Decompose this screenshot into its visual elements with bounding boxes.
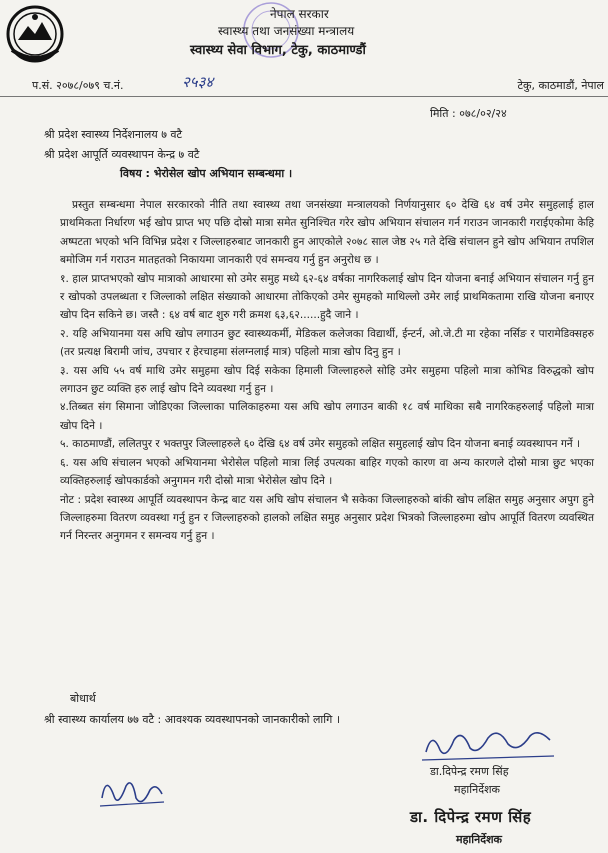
header-divider [0, 96, 608, 97]
body-point-3: ३. यस अघि ५५ वर्ष माथि उमेर समुहमा खोप दिई सकेका हिमाली जिल्लाहरुले सोहि उमेर समुहमा पहिलो मात्रा कोभिड विरुद्धको खोप लगाउन छुट व्यक्ति हरु लाई खोप दिने व्यवस्था गर्नु हुन । [60, 364, 594, 396]
body-intro: प्रस्तुत सम्बन्धमा नेपाल सरकारको नीति तथा स्वास्थ्य तथा जनसंख्या मन्त्रालयको निर्णयानुसार ६० देखि ६४ वर्ष उमेर समुहलाई हाल प्राथमिकता निर्धारण भई खोप प्राप्त भए पछि दोस्रो मात्रा समेत सुनिश्चित गरेर खोप अभियान संचालन गर्न गराउन जानकारी गराईएकोमा केहि अष्पटता भएको भनि विभिन्न प्रदेश र जिल्लाहरुबाट जानकारी हुन आएकोले २०७८ साल जेष्ठ २५ गते देखि संचालन हुने खोप अभियान तपशिल बमोजिम गर्न गराउन मातहतको निकायमा जानकारी एवं समन्वय गर्नु हुन अनुरोध छ । [60, 199, 594, 267]
signature-left [96, 768, 168, 816]
body-point-2: २. यहि अभियानमा यस अघि खोप लगाउन छुट स्वास्थ्यकर्मी, मेडिकल कलेजका विद्यार्थी, ईन्टर्न, ओ.जे.टी मा रहेका नर्सिङ र पारामेडिक्सहरु (तर प्रत्यक्ष बिरामी जांच, उपचार र हेरचाहमा संलग्नलाई मात्र) पहिलो मात्रा खोप दिनु हुन । [60, 327, 594, 359]
recipient-2: श्री प्रदेश आपूर्ति व्यवस्थापन केन्द्र ७ वटै [44, 148, 200, 161]
signature-right [418, 720, 558, 764]
signatory-name: डा.दिपेन्द्र रमण सिंह [430, 765, 509, 778]
body-point-6: ६. यस अघि संचालन भएको अभियानमा भेरोसेल पहिलो मात्रा लिई उपत्यका बाहिर गएको कारण वा अन्य कारणले दोस्रो मात्रा छुट भएका व्यक्तिहरुलाई खोपकार्डको अनुगमन गरी दोस्रो मात्रा भेरोसेल खोप दिने । [60, 456, 594, 488]
body-note: नोट : प्रदेश स्वास्थ्य आपूर्ति व्यवस्थापन केन्द्र बाट यस अघि खोप संचालन भै सकेका जिल्लाहरुको बांकी खोप लक्षित समुह अनुसार अपुग हुने जिल्लाहरुमा वितरण व्यवस्था गर्नु हुन र जिल्लाहरुको हालको लक्षित समुह अनुसार प्रदेश भित्रको जिल्लाहरुमा खोप आपूर्ति वितरण व्यवस्थित गर्न निरन्तर अनुगमन र समन्वय गर्नु हुन । [60, 493, 594, 543]
body-point-1: १. हाल प्राप्तभएको खोप मात्राको आधारमा सो उमेर समुह मध्ये ६२-६४ वर्षका नागरिकलाई खोप दिन योजना बनाई अभियान संचालन गर्नु हुन र खोपको उपलब्धता र जिल्लाको लक्षित संख्याको आधारमा तोकिएको उमेर सुमहको माथिल्लो उमेर लाई प्राथमिकतामा राखि योजना बनाएर खोप दिन सकिने छ। जस्तै : ६४ वर्ष बाट शुरु गरी क्रमश ६३,६२......हुदै जाने । [60, 272, 594, 322]
header-ministry: स्वास्थ्य तथा जनसंख्या मन्त्रालय [218, 24, 355, 38]
signatory-title-stamp: महानिर्देशक [456, 833, 502, 846]
body-point-4: ४.तिब्बत संग सिमाना जोडिएका जिल्लाका पालिकाहरुमा यस अघि खोप लगाउन बाकी १८ वर्ष माथिका सबै नागरिकहरुलाई पहिलो मात्रा खोप दिने । [60, 401, 594, 432]
letter-date: मिति : ०७८/०२/२४ [430, 107, 507, 120]
cc-line: श्री स्वास्थ्य कार्यालय ७७ वटै : आवश्यक व्यवस्थापनको जानकारीको लागि । [44, 713, 340, 726]
letter-body [60, 196, 594, 546]
reference-number-handwritten: २५३४ [182, 73, 214, 91]
closing-label: बोधार्थ [70, 692, 96, 705]
reference-label: प.सं. २०७८/०७९ च.नं. [32, 79, 124, 92]
body-point-5: ५. काठमाण्डौं, ललितपुर र भक्तपुर जिल्लाहरुले ६० देखि ६४ वर्ष उमेर समुहको लक्षित समुहलाई खोप दिन योजना बनाई व्यवस्थापन गर्ने । [60, 438, 581, 451]
header-government: नेपाल सरकार [270, 7, 329, 21]
letter-subject: विषय : भेरोसेल खोप अभियान सम्बन्धमा । [120, 167, 293, 180]
recipient-1: श्री प्रदेश स्वास्थ्य निर्देशनालय ७ वटै [44, 128, 183, 141]
signatory-name-stamp: डा. दिपेन्द्र रमण सिंह [410, 808, 532, 826]
signatory-title: महानिर्देशक [454, 783, 500, 796]
header-department: स्वास्थ्य सेवा विभाग, टेकु, काठमाण्डौं [190, 43, 366, 58]
office-location: टेकु, काठमाडौं, नेपाल [517, 79, 604, 92]
government-emblem-icon [4, 4, 66, 64]
